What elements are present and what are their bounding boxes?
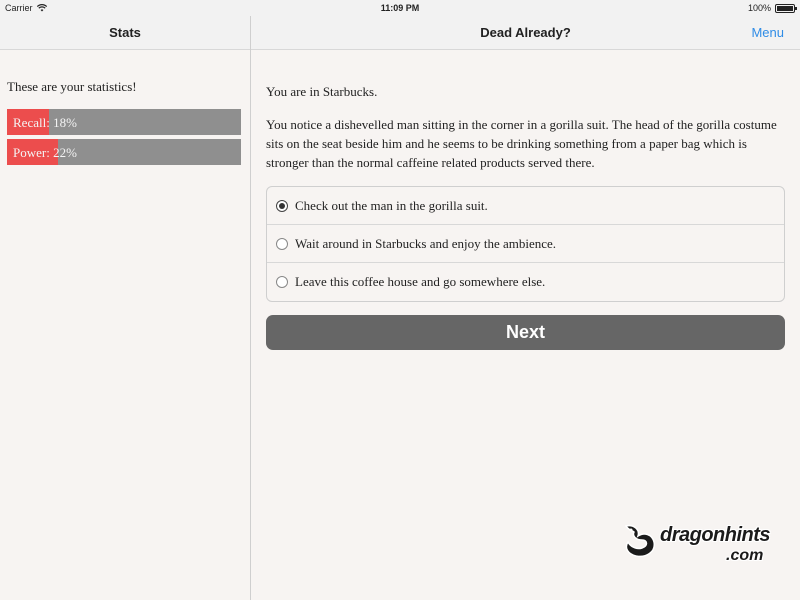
battery-icon: [775, 4, 795, 13]
choice-label: Leave this coffee house and go somewhere else.: [295, 274, 546, 289]
stat-bar-power: [7, 139, 241, 165]
page-title: Dead Already?: [480, 25, 571, 40]
choice-option-wait[interactable]: [267, 225, 784, 263]
radio-icon[interactable]: [276, 238, 288, 250]
battery-percent: 100%: [747, 3, 771, 13]
radio-icon[interactable]: [276, 276, 288, 288]
choice-label: Check out the man in the gorilla suit.: [295, 197, 488, 213]
carrier-label: Carrier: [5, 3, 33, 13]
watermark-logo: [620, 520, 780, 572]
sidebar-title: Stats: [109, 25, 141, 40]
stat-label-recall: Recall: 18%: [13, 115, 77, 130]
stats-sidebar: [0, 51, 250, 600]
choice-option-leave[interactable]: [267, 263, 784, 301]
dragon-icon: [620, 522, 660, 562]
stats-intro: These are your statistics!: [7, 79, 137, 94]
choice-option-gorilla[interactable]: [267, 187, 784, 225]
status-time: 11:09 PM: [380, 3, 420, 13]
story-location: You are in Starbucks.: [266, 84, 378, 99]
stat-bar-recall: [7, 109, 241, 135]
stat-label-power: Power: 22%: [13, 145, 77, 160]
sidebar-nav-bar: [0, 16, 250, 50]
main-nav-bar: [251, 16, 800, 50]
story-panel: [251, 51, 800, 600]
watermark-suffix: .com: [726, 547, 764, 564]
choice-list: [266, 186, 785, 302]
watermark-brand: dragonhints: [660, 524, 771, 546]
status-right: [748, 3, 795, 13]
status-bar: [0, 0, 800, 16]
next-button[interactable]: Next: [266, 315, 785, 350]
radio-icon[interactable]: [276, 200, 288, 212]
menu-button[interactable]: Menu: [751, 25, 784, 40]
story-text: You notice a dishevelled man sitting in the corner in a gorilla suit. The head of the gorilla costume sits on the seat beside him and he seems to be drinking something from a paper bag which is stronger than the normal caffeine related products served there.: [266, 117, 777, 170]
choice-label: Wait around in Starbucks and enjoy the ambience.: [295, 235, 557, 251]
